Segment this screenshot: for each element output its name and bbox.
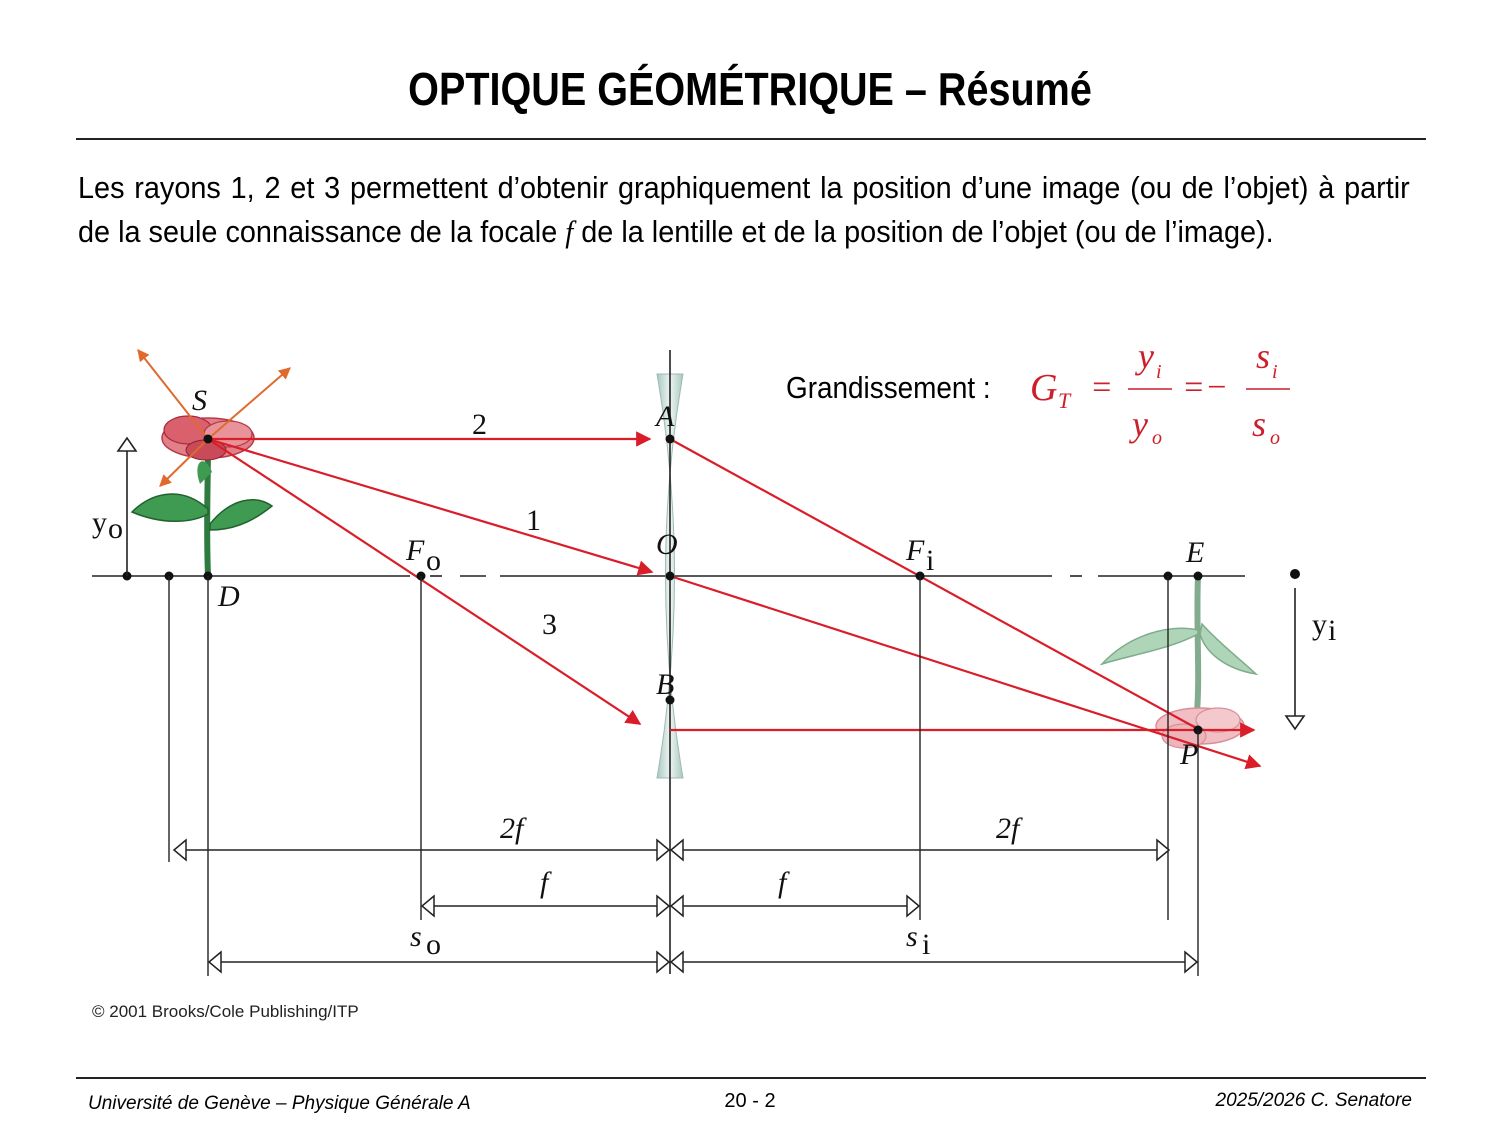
- svg-text:s: s: [906, 920, 918, 953]
- label-si: [906, 920, 930, 961]
- svg-text:i: i: [1156, 361, 1162, 383]
- svg-text:i: i: [922, 928, 931, 961]
- ray-2-refracted: [670, 439, 1198, 729]
- svg-text:o: o: [426, 544, 441, 577]
- svg-text:i: i: [1272, 361, 1278, 383]
- label-S: S: [192, 384, 207, 417]
- svg-text:o: o: [426, 928, 441, 961]
- svg-text:i: i: [926, 544, 935, 577]
- magnification-formula: [1030, 336, 1290, 449]
- paragraph-part-2: de la lentille et de la position de l’objet (ou de l’image).: [573, 214, 1274, 249]
- label-so: [410, 920, 441, 961]
- label-D: D: [218, 580, 240, 613]
- svg-text:T: T: [1058, 388, 1071, 413]
- focal-symbol: f: [565, 214, 574, 249]
- intro-paragraph: [78, 166, 1410, 254]
- object-height-arrow: [118, 438, 136, 576]
- grandissement-label: Grandissement :: [786, 370, 991, 405]
- svg-text:i: i: [1328, 614, 1337, 647]
- title-divider: [76, 138, 1426, 140]
- paragraph-part-1: Les rayons 1, 2 et 3 permettent d’obtenir graphiquement la position d’une image (ou de l’objet) à partir de la seule connaissance de la focale: [78, 170, 1410, 249]
- svg-text:o: o: [108, 512, 123, 545]
- label-P: P: [1180, 738, 1199, 771]
- ray-3-incident: [208, 439, 640, 724]
- svg-text:s: s: [1256, 336, 1271, 376]
- image-height-arrow: [1286, 588, 1304, 729]
- label-A: A: [656, 400, 675, 433]
- ray-label-2: 2: [472, 408, 487, 441]
- svg-text:y: y: [1312, 608, 1327, 641]
- svg-text:F: F: [406, 534, 425, 567]
- svg-text:y: y: [1132, 404, 1148, 444]
- key-points: [123, 435, 1301, 735]
- svg-text:F: F: [906, 534, 925, 567]
- footer-page-number: 20 - 2: [724, 1090, 776, 1112]
- label-yi: [1312, 608, 1336, 647]
- ray-label-1: 1: [526, 504, 541, 537]
- svg-text:y: y: [1138, 336, 1154, 376]
- label-Fo: [405, 534, 441, 577]
- label-2f-right: 2f: [996, 812, 1020, 845]
- ray-label-3: 3: [542, 608, 557, 641]
- label-B: B: [656, 668, 675, 701]
- svg-text:o: o: [1152, 427, 1162, 449]
- svg-text:s: s: [410, 920, 422, 953]
- ray-1-refracted: [670, 576, 1260, 766]
- svg-text:=−: =−: [1182, 369, 1228, 406]
- label-yo: [92, 506, 123, 545]
- footer-author: 2025/2026 C. Senatore: [1215, 1090, 1412, 1111]
- footer-institution: Université de Genève – Physique Générale A: [88, 1093, 471, 1114]
- principal-rays: [208, 439, 1260, 766]
- label-f-left: f: [540, 866, 549, 899]
- label-O: O: [656, 528, 678, 561]
- label-f-right: f: [778, 866, 787, 899]
- diagram-canvas: [80, 334, 1425, 1039]
- label-E: E: [1186, 536, 1205, 569]
- svg-text:=: =: [1090, 369, 1113, 406]
- svg-text:o: o: [1270, 427, 1280, 449]
- svg-text:s: s: [1252, 404, 1267, 444]
- svg-text:G: G: [1030, 367, 1058, 409]
- lens-ray-diagram: [80, 334, 1425, 1039]
- footer-divider: [76, 1077, 1426, 1079]
- svg-text:y: y: [92, 506, 107, 539]
- dimension-lines: [174, 840, 1197, 972]
- slide-title: OPTIQUE GÉOMÉTRIQUE – Résumé: [408, 63, 1092, 115]
- figure-copyright: © 2001 Brooks/Cole Publishing/ITP: [92, 1002, 359, 1021]
- label-2f-left: 2f: [500, 812, 524, 845]
